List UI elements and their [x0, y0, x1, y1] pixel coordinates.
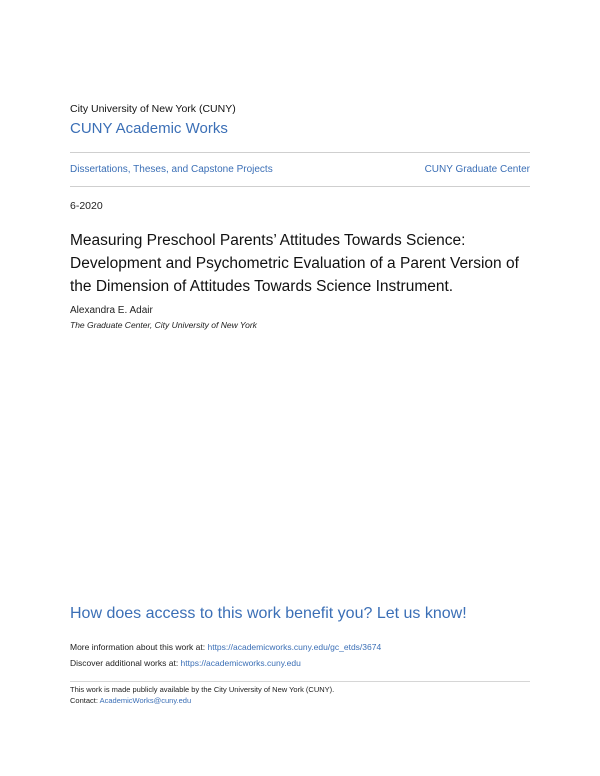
footer-divider	[70, 681, 530, 682]
contact-email[interactable]: AcademicWorks@cuny.edu	[99, 696, 192, 705]
more-info-line	[70, 642, 381, 652]
institution-name: City University of New York (CUNY)	[70, 103, 236, 115]
collection-link[interactable]: Dissertations, Theses, and Capstone Projects	[70, 164, 273, 175]
publication-date: 6-2020	[70, 200, 103, 212]
more-info-label: More information about this work at:	[70, 642, 208, 652]
discover-line	[70, 658, 301, 668]
availability-notice: This work is made publicly available by the City University of New York (CUNY).	[70, 685, 335, 694]
document-title: Measuring Preschool Parents’ Attitudes Towards Science: Development and Psychometric Evaluation of a Parent Version of the Dimension of Attitudes Towards Science Instrument.	[70, 232, 519, 295]
feedback-link[interactable]: How does access to this work benefit you? Let us know!	[70, 605, 467, 622]
discover-url[interactable]: https://academicworks.cuny.edu	[180, 658, 301, 668]
author-affiliation: The Graduate Center, City University of New York	[70, 320, 257, 330]
center-link[interactable]: CUNY Graduate Center	[424, 164, 530, 175]
repository-link[interactable]: CUNY Academic Works	[70, 120, 228, 137]
top-divider	[70, 152, 530, 153]
contact-label: Contact:	[70, 696, 100, 705]
nav-divider	[70, 186, 530, 187]
discover-label: Discover additional works at:	[70, 658, 181, 668]
author-name: Alexandra E. Adair	[70, 305, 153, 316]
more-info-url[interactable]: https://academicworks.cuny.edu/gc_etds/3674	[207, 642, 382, 652]
contact-line	[70, 696, 191, 705]
